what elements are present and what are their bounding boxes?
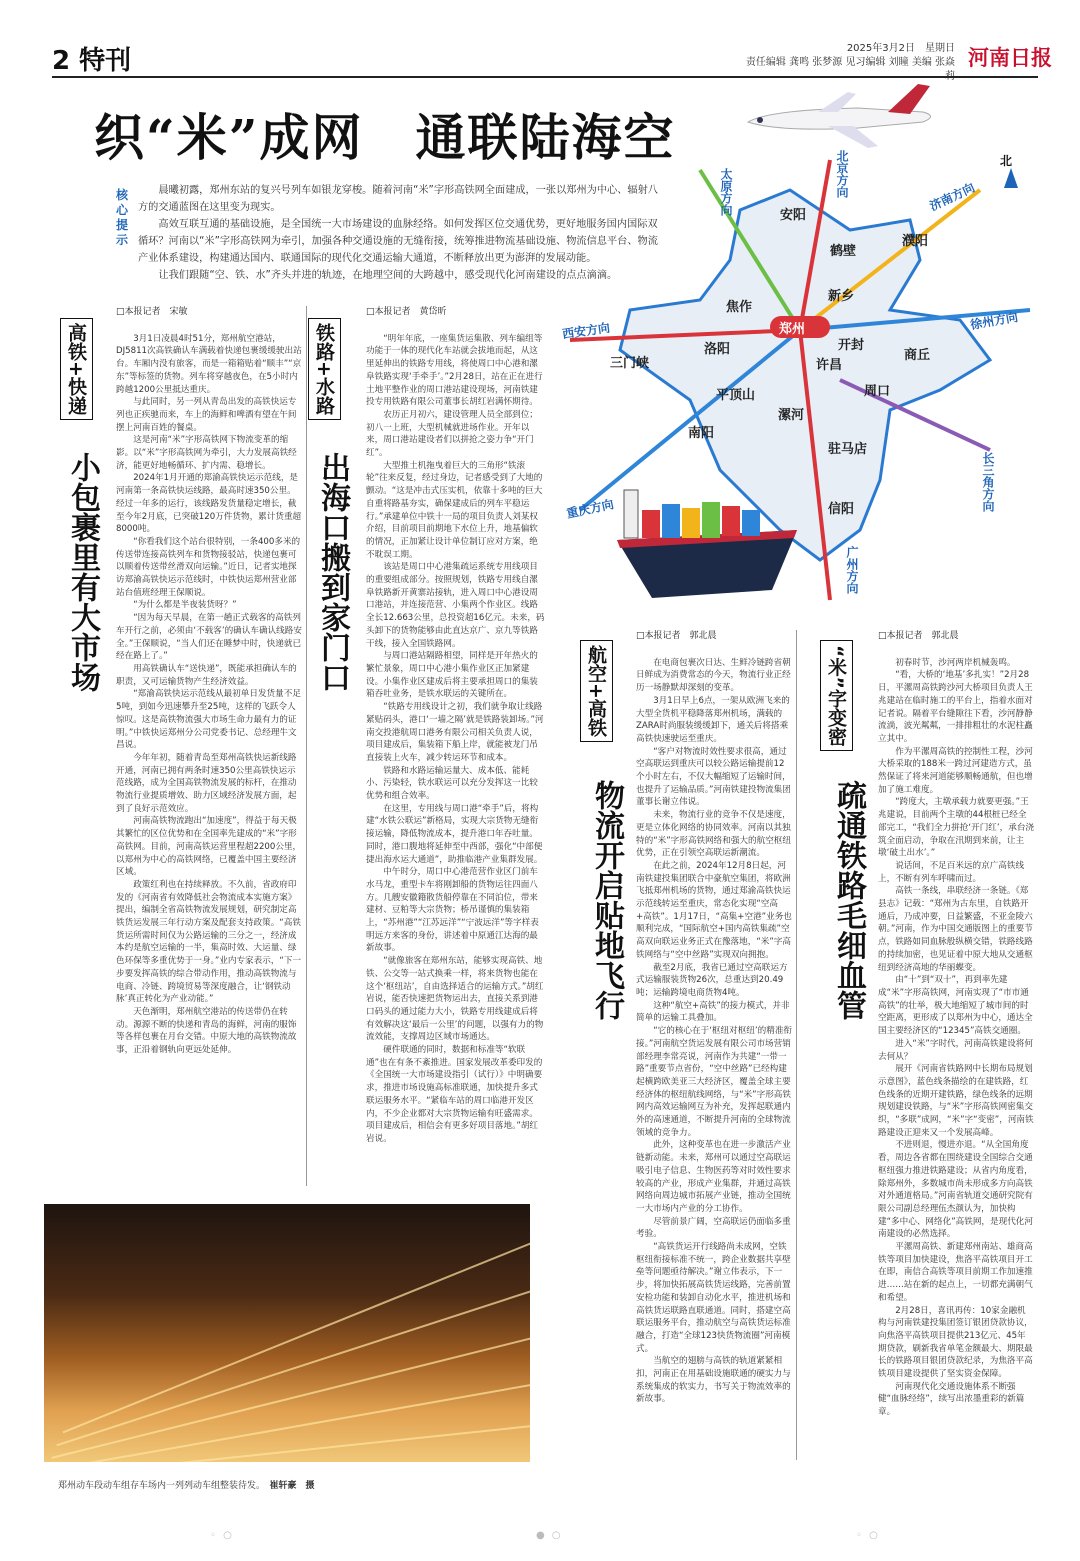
paragraph: 此外，这种变革也在进一步激活产业链新动能。未来，郑州可以通过空高联运吸引电子信息、生物医药等对时效性要求较高的产业，形成产业集群，并通过高铁网络向周边城市拓展产业链，推动全国统一大市场内产业的分工协作。 (636, 1140, 791, 1214)
article1-body (116, 306, 302, 1200)
article2-tag: 铁路+水路 (308, 318, 341, 420)
paragraph: 农历正月初六，建设管理人员全部到位；初八一上班，大型机械就进场作业。开年以来，周口港站建设者们以拼抢之姿力争“开门红”。 (366, 409, 538, 459)
pager-mid[interactable]: ● ○ (536, 1530, 563, 1541)
paragraph: 进入“米”字时代，河南高铁建设将何去何从？ (878, 1038, 1033, 1062)
dir-jinan: 济南方向 (927, 180, 977, 214)
dir-taiyuan: 太原方向 (719, 168, 733, 216)
paragraph: 作为平漯周高铁的控制性工程，沙河大桥采取的188米一跨过河建造方式，虽然保证了将来河道能够顺畅通航，但也增加了施工难度。 (878, 746, 1033, 795)
city-hebi: 鹤壁 (830, 244, 857, 259)
paragraph: 展开《河南省铁路网中长期布局规划示意图》，蓝色线条描绘的在建铁路，红色线条的近期开建铁路，绿色线条的远期规划建设铁路，与“米”字形高铁网密集交织，“多联”成网，“米”字“变密”，河南铁路建设正迎来又一个发展高峰。 (878, 1064, 1034, 1138)
paragraph: 初春时节，沙河两岸机械轰鸣。 (895, 657, 1016, 668)
airplane-illustration (738, 82, 948, 152)
paragraph: 由“十”到“双十”，再到率先建成“米”字形高铁网，河南实现了“市市通高铁”的壮举，极大地缩短了城市间的时空距离，更形成了以郑州为中心，通达全国主要经济区的“12345”高铁交通圈。 (878, 975, 1033, 1037)
newspaper-logo: 河南日报 (968, 45, 1052, 70)
article4-body (878, 630, 1034, 1470)
dir-guangzhou: 广州方向 (845, 546, 859, 594)
article3-body (636, 630, 792, 1470)
city-anyang: 安阳 (780, 208, 807, 223)
container-ship-illustration (612, 470, 802, 600)
paragraph: 今年年初，随着青岛至郑州高铁快运新线路开通，河南已拥有两条时速350公里高铁快运示范线路，成为全国高铁物流发展的标杆，在推动物流行业提质增效、助力区域经济发展方面，起到了良好示范效应。 (116, 752, 297, 814)
lead-p1: 晨曦初露，郑州东站的复兴号列车如银龙穿梭。随着河南“米”字形高铁网全面建成，一张以郑州为中心、辐射八方的交通蓝图在这里变为现实。 (138, 185, 658, 213)
paragraph: “客户对物流时效性要求很高，通过空高联运到重庆可以较公路运输提前12个小时左右，不仅大幅缩短了运输时间，也提升了运输品质。”河南铁建投物流集团董事长谢立伟说。 (636, 746, 791, 808)
paragraph: 天色渐明，郑州航空港站的传送带仍在转动。源源不断的快递和青岛的海鲜，河南的服饰等各样包裹在月台交错。中原大地的高铁物流故事，正沿着钢轨向更远处延伸。 (116, 1006, 297, 1056)
paragraph: 与此同时，另一列从青岛出发的高铁快运专列也正疾驰而来，车上的海鲜和啤酒有望在午间摆上河南百姓的餐桌。 (116, 397, 297, 433)
paragraph: “就像旅客在郑州东站，能够实现高铁、地铁、公交等一站式换乘一样，将来货物也能在这个‘枢纽站’，自由选择适合的运输方式。”胡红岩说，能否快速把货物运出去，直接关系到港口码头的通过能力大小，铁路专用线建成后将有效解决这‘最后一公里’的问题，以强有力的物流效能，支撑周边区域市场通达。 (366, 956, 544, 1043)
article4-title: 疏通铁路毛细血管 (831, 780, 866, 1020)
paragraph: 未来，物流行业的竞争不仅是速度，更是立体化网络的协同效率。河南以其独特的“米”字形高铁网络和强大的航空枢纽优势，正在引领空高联运新潮流。 (636, 810, 791, 859)
city-xuchang: 许昌 (816, 358, 843, 373)
lead-p3: 让我们跟随“空、铁、水”齐头并进的轨迹，在地理空间的大跨越中，感受现代化河南建设的点点滴滴。 (158, 270, 618, 281)
paragraph: 这是河南“米”字形高铁网下物流变革的缩影。以“米”字形高铁网为牵引，大力发展高铁经济，能更好地畅循环、扩内需、稳增长。 (116, 435, 297, 471)
paragraph: “明年年底，一座集货运集散、列车编组等功能于一体的现代化车站就会拔地而起，从这里延伸出的铁路专用线，将使周口中心港和漯阜铁路实现‘手牵手’。”2月28日，站在正在进行土地平整作业的周口港站建设现场，河南铁建投专用铁路有限公司董事长胡红岩满怀期待。 (366, 333, 543, 408)
page-number: 2 特刊 (52, 46, 132, 76)
paragraph: 在电商包裹次日达、生鲜冷链跨省朝日鲜成为消费常态的今天，物流行业正经历一场静默却深刻的变革。 (636, 657, 791, 694)
dir-chongqing: 重庆方向 (565, 497, 616, 521)
north-arrow-icon (1004, 168, 1018, 188)
issue-date: 2025年3月2日 星期日 (846, 43, 955, 54)
city-shangqiu: 商丘 (904, 348, 931, 363)
pager-right[interactable]: ◦ ○ (856, 1530, 880, 1541)
article4-tag: “米”字变密 (820, 640, 853, 751)
city-kaifeng: 开封 (838, 338, 865, 353)
paragraph: “你看我们这个站台很特别，一条400多米的传送带连接高铁列车和货物接驳站，快递包裹可以顺着传送带丝滑双向运输。”近日，记者实地探访郑渝高铁快运示范线时，中铁快运郑州营业部站台值班经理王保顺说。 (116, 536, 301, 598)
article1-tag: 高铁+快递 (60, 318, 93, 420)
column-divider (306, 306, 307, 1186)
article2-body (366, 306, 546, 1166)
top-rule (52, 76, 1038, 78)
city-nanyang: 南阳 (688, 426, 715, 441)
paragraph: “跨度大，主墩承载力就要更强。”王兆建说，目前两个主墩的44根桩已经全部完工，“我们全力拼抢‘开门红’，承台浇筑全面启动，争取在汛期到来前，让主墩‘破土出水’。” (878, 797, 1034, 859)
dir-beijing: 北京方向 (835, 150, 849, 198)
headline: 织“米”成网 通联陆海空 (94, 108, 676, 167)
lead-p2: 高效互联互通的基础设施，是全国统一大市场建设的血脉经络。如何发挥区位交通优势，更好地服务国内国际双循环？河南以“米”字形高铁网为牵引，加强各种交通设施的无缝衔接，统筹推进物流基础设施、物流信息平台、物流产业体系建设，构建通达国内、联通国际的现代化交通运输大通道，不断释放出更为澎湃的发展动能。 (138, 219, 658, 264)
paragraph: 尽管前景广阔，空高联运仍面临多重考验。 (636, 1216, 791, 1240)
dir-changsanjiao: 长三角方向 (981, 452, 995, 512)
paragraph: 这种“航空+高铁”的接力模式，并非简单的运输工具叠加。 (636, 1000, 790, 1024)
paragraph: 政策红利也在持续释放。不久前，省政府印发的《河南省有效降低社会物流成本实施方案》提出，编制全省高铁物流发展规划，研究制定高铁货运发展三年行动方案及配套支持政策。“高铁货运所需时间仅为公路运输的三分之一，经济成本约是航空运输的一半，集高时效、大运量、绿色环保等多重优势于一身。”业内专家表示，“下一步要发挥高铁的综合带动作用，推动高铁物流与电商、冷链、跨境贸易等深度融合，让‘钢铁动脉’真正转化为产业动能。” (116, 879, 302, 1005)
north-arrow: 北 (1000, 154, 1013, 168)
pager-left[interactable]: ◦ ○ (210, 1530, 234, 1541)
paragraph: “铁路专用线设计之初，我们就争取让线路紧贴码头，港口‘一墙之隔’就是铁路装卸场。”河南交投港航周口港务有限公司相关负责人说，项目建成后，集装箱下船上岸，就能被龙门吊直接装上火车，减少转运环节和成本。 (366, 702, 544, 763)
photo-credit: 崔轩豪 摄 (269, 1481, 315, 1491)
paragraph: 3月1日凌晨4时51分，郑州航空港站，DJ5811次高铁确认车满载着快递包裹缓缓驶出站台。车厢内没有旅客，而是一箱箱贴着“顺丰”“京东”等标签的货物。列车将穿越夜色，在5小时内跨越1200公里抵达重庆。 (116, 333, 302, 395)
paragraph: “郑渝高铁快运示范线从最初单日发货量不足5吨，到如今迅速攀升至25吨，这样的飞跃令人惊叹。这是高铁物流强大市场生命力最有力的证明。”中铁快运郑州分公司党委书记、总经理牛文昌说。 (116, 689, 301, 751)
column-divider (796, 630, 797, 1460)
paragraph: 中午时分，周口中心港范营作业区门前车水马龙，重型卡车将刚卸船的货物运往四面八方。几艘安徽籍散货船停靠在不同泊位，带来建材、豆粕等大宗货物；桥吊谨慎的集装箱上，“苏州港”“江苏远洋”“宁波远洋”等字样表明远方来客的身份，讲述着中原通江达海的最新故事。 (366, 867, 539, 954)
paragraph: 铁路和水路运输运量大、成本低、能耗小、污染轻，铁水联运可以充分发挥这一比较优势和组合效率。 (366, 765, 538, 802)
article4-byline: □本报记者 郭北晨 (878, 631, 959, 641)
paragraph: 在此之前，2024年12月8日起，河南铁建投集团联合中豪航空集团，将欧洲飞抵郑州机场的货物，通过郑渝高铁快运示范线转运至重庆，常态化实现“空高+高铁”。1月17日，“高集+空港”业务也顺利完成，“国际航空+国内高铁集疏”空高双向联运业务正式在豫落地，“米”字高铁网络与“空中丝路”实现双向拥抱。 (636, 860, 792, 960)
paragraph: 3月1日早上6点，一架从欧洲飞来的大型全货机平稳降落郑州机场，满载的ZARA时尚服装缓缓卸下，通关后将搭乘高铁快速驶运至重庆。 (636, 695, 790, 744)
article2-title: 出海口搬到家门口 (315, 452, 350, 692)
paragraph: 平漯周高铁、新建郑州南站、雄商高铁等项目加快建设，焦洛平高铁项目开工在即，南信合高铁等项目前期工作加速推进……站在新的起点上，一切都充满朝气和希望。 (878, 1242, 1033, 1303)
paragraph: “看，大桥的‘地基’多扎实！”2月28日，平漯周高铁跨沙河大桥项目负责人王兆建站在临时施工的平台上，指着水面对记者说。隔着平台缝隙往下看，沙河静静流淌，波光粼粼，一排排粗壮的水泥柱矗立其中。 (878, 670, 1033, 744)
paragraph: 河南现代化交通设施体系不断强健“血脉经络”，续写出浓墨重彩的新篇章。 (878, 1381, 1025, 1418)
section-name: 特刊 (79, 46, 132, 76)
city-xinyang: 信阳 (828, 502, 855, 517)
article3-tag: 航空+高铁 (580, 640, 613, 742)
city-zhumadian: 驻马店 (828, 442, 868, 457)
article1-title: 小包裹里有大市场 (65, 452, 100, 692)
paragraph: “为什么都是半夜装货呀？” (133, 600, 237, 611)
city-luoyang: 洛阳 (704, 342, 731, 357)
paragraph: “它的核心在于‘枢纽对枢纽’的精准衔接。”河南航空货运发展有限公司市场营销部经理李常亮说，河南作为共建“一带一路”重要节点省份，“空中丝路”已经构建起横跨欧美亚三大经济区，覆盖全球主要经济体的枢纽航线网络，与“米”字形高铁网内高效运输网互为补充，发挥起联通内外的高速通道，不断提升河南的全球物流领域的竞争力。 (636, 1026, 792, 1138)
city-luohe: 漯河 (778, 408, 805, 423)
paragraph: 大型推土机拖曳着巨大的三角形“铁滚轮”往来反复，经过身边，记者感受到了大地的颤动。“这是冲击式压实机，依靠十多吨的巨大自重将路基夯实，确保建成后的列车平稳运行。”承建单位中铁十一局的项目负责人刘某权介绍，目前项目前期地下水位上升，地基偏软的情况，正加紧让设计单位制订应对方案，绝不耽误工期。 (366, 460, 543, 560)
city-puyang: 濮阳 (902, 234, 929, 249)
paragraph: 当航空的翅膀与高铁的轨道紧紧相扣，河南正在用基础设施联通的硬实力与系统集成的软实力，书写关于物流效率的新故事。 (636, 1356, 791, 1405)
paragraph: 与周口港站隔路相望，同样是开年热火的繁忙景象，周口中心港小集作业区正加紧建设。小集作业区建成后将主要承担周口的集装箱吞吐业务，是铁水联运的关键所在。 (366, 651, 538, 700)
paragraph: 不进则退，慢进亦退。“从全国角度看，周边各省都在围绕建设全国综合交通枢纽强力推进铁路建设；从省内角度看，除郑州外，多数城市尚未形成多方向高铁对外通道格局。”河南省轨道交通研究院有限公司副总经理伍杰颜认为，加快构建“多中心、网络化”高铁网，是现代化河南建设的必然选择。 (878, 1140, 1033, 1240)
article1-byline: □本报记者 宋敏 (116, 307, 188, 317)
paragraph: 截至2月底，我省已通过空高联运方式运输服装货物26次，总重达到20.49吨；运输跨境电商货物4吨。 (636, 962, 788, 998)
paragraph: 用高铁确认车“送快递”，既能承担确认车的职责，又可运输货物产生经济效益。 (116, 663, 297, 687)
article2-byline: □本报记者 黄岱昕 (366, 307, 447, 317)
paragraph: 该站是周口中心港集疏运系统专用线项目的重要组成部分。按照规划，铁路专用线自漯阜铁路新开黄寨站接轨，进入周口中心港设周口港站，并连接范营、小集两个作业区。线路全长12.663公里，总投资超16亿元。未来，码头卸下的货物能够由此直达京广、京九等铁路干线，接入全国铁路网。 (366, 562, 545, 649)
lead-paragraphs (138, 182, 658, 284)
paragraph: “高铁货运开行线路尚未成网，空铁枢纽衔接标准不统一，跨企业数据共享壁垒等问题亟待解决。”谢立伟表示，下一步，将加快拓展高铁货运线路，完善前置安检功能和装卸自动化水平，推进机场和高铁货运联路直联通道。同时，搭建空高联运服务平台，推动航空与高铁货运标准融合，打造“全球123快货物流圈”河南模式。 (636, 1242, 791, 1354)
article3-title: 物流开启贴地飞行 (589, 780, 624, 1020)
paragraph: 高铁一条线，串联经济一条链。《郑县志》记载：“郑州为古东里，自铁路开通后，乃成冲要，日益繁盛，不亚金陵六朝。”河南，作为中国交通版图上的重要节点，铁路如同血脉般纵横交错，铁路线路的持续加密，也见证着中原大地从交通枢纽到经济高地的华丽蝶变。 (878, 886, 1033, 973)
article3-byline: □本报记者 郭北晨 (636, 631, 717, 641)
city-sanmenxia: 三门峡 (610, 356, 650, 371)
city-jiaozuo: 焦作 (726, 300, 753, 315)
lead-tag: 核心提示 (115, 188, 128, 247)
paragraph: 在这里，专用线与周口港“牵手”后，将构建“水铁公联运”新格局，实现大宗货物无缝衔接运输，降低物流成本，提升港口年吞吐量。同时，港口腹地将延伸至中西部，强化“中部便捷出海水运大通道”，助推临港产业集群发展。 (366, 803, 543, 865)
train-depot-photo (44, 1204, 530, 1462)
paragraph: 河南高铁物流跑出“加速度”，得益于每天极其繁忙的区位优势和在全国率先建成的“米”字形高铁网。目前，河南高铁运营里程超2200公里，以郑州为中心的高铁网络，已覆盖中国主要经济区域。 (116, 816, 302, 878)
editors: 责任编辑 龚鸣 张梦源 见习编辑 刘瞳 美编 张焱 (745, 57, 955, 68)
paragraph: “因为每天早晨，在第一趟正式载客的高铁列车开行之前，必须由‘不载客’的确认车确认线路安全。”王保顺说，“当人们还在睡梦中时，快递就已经在路上了。” (116, 613, 302, 662)
paragraph: 2月28日，喜讯再传：10家金融机构与河南铁建投集团签订银团贷款协议，向焦洛平高铁项目提供213亿元、45年期贷款，刷新我省单笔金额最大、期限最长的铁路项目银团贷款纪录，为焦洛平高铁项目建设提供了坚实资金保障。 (878, 1305, 1033, 1380)
city-pingdingshan: 平顶山 (716, 388, 756, 403)
photo-caption: 郑州动车段动车组存车场内一列列动车组整装待发。 崔轩豪 摄 (58, 1481, 315, 1491)
paragraph: 硬件联通的同时，数据和标准等“软联通”也在有条不紊推进。国家发展改革委印发的《全国统一大市场建设指引（试行）》中明确要求，推进市场设施高标准联通，加快提升多式联运服务水平。“紧临车站的周口临港开发区内，不少企业都对大宗货物运输有旺盛需求。项目建成后，相信会有更多好项目落地。”胡红岩说。 (366, 1045, 543, 1144)
city-xinxiang: 新乡 (828, 289, 855, 304)
paragraph: 说话间，不足百米远的京广高铁线上，不断有列车呼啸而过。 (878, 860, 1025, 884)
city-zhengzhou: 郑州 (779, 322, 806, 337)
dir-xian: 西安方向 (561, 320, 611, 342)
paragraph: 2024年1月开通的郑渝高铁快运示范线，是河南第一条高铁快运线路，最高时速350公里。经过一年多的运行，该线路发货量稳定增长，截至今年2月底，已突破120万件货物，累计货重超8000吨。 (116, 473, 302, 535)
city-zhoukou: 周口 (864, 384, 891, 399)
dir-xuzhou: 徐州方向 (969, 309, 1019, 333)
